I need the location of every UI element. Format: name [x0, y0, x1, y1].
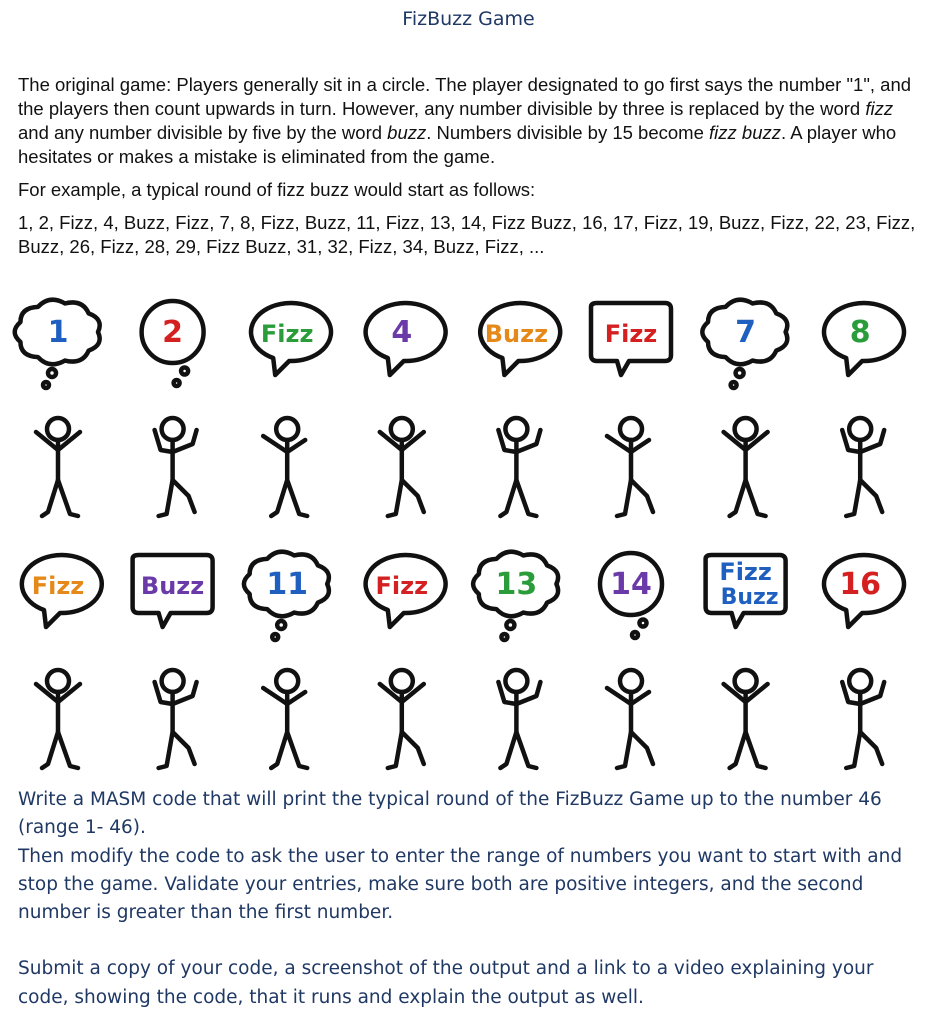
bubble-label: Fizz [31, 572, 85, 600]
bubble-label: 11 [266, 567, 309, 602]
page-title: FizBuzz Game [402, 8, 535, 30]
assignment-text [18, 786, 923, 1012]
figure-row-2-item-8 [824, 555, 904, 768]
intro-sequence: 1, 2, Fizz, 4, Buzz, Fizz, 7, 8, Fizz, Buzz, 11, Fizz, 13, 14, Fizz Buzz, 16, 17, Fizz, 19, Buzz, Fizz, 22, 23, Fizz, Buzz, 26, Fizz, 28, 29, Fizz Buzz, 31, 32, Fizz, 34, Buzz, Fizz, ... [18, 212, 916, 257]
intro-text [18, 73, 923, 268]
bubble-label: Fizz [260, 320, 314, 348]
illustration-svg [10, 290, 927, 780]
bubble-label-second-line: Buzz [720, 585, 779, 610]
bubble-label: Fizz [375, 572, 429, 600]
figure-row-1-item-4 [366, 303, 446, 516]
bubble-label: 16 [839, 567, 882, 602]
figure-row-2-item-6 [600, 553, 662, 768]
figure-row-2-item-5 [473, 552, 558, 768]
figure-row-2-item-7 [706, 555, 786, 768]
bubble-label: Buzz [140, 572, 205, 600]
task-paragraph-1: Write a MASM code that will print the typical round of the FizBuzz Game up to the number 46 (range 1- 46). [18, 789, 882, 839]
bubble-label: 14 [610, 567, 652, 602]
paragraph-gap [18, 927, 923, 955]
bubble-label: 13 [495, 567, 538, 602]
figure-row-2-item-4 [366, 555, 446, 768]
figure-row-1-item-7 [702, 300, 787, 516]
figure-row-2-item-3 [244, 552, 329, 768]
bubble-label: 2 [162, 315, 184, 350]
bubble-label: Fizz [719, 558, 772, 586]
bubble-label: 1 [47, 315, 69, 350]
bubble-label: Buzz [484, 320, 549, 348]
intro-paragraph-rules: The original game: Players generally sit in a circle. The player designated to go first says the number "1", and the players then count upwards in turn. However, any number divisible by three is replaced by the word fizz and any number divisible by five by the word buzz. Numbers divisible by 15 become fizz buzz. A player who hesitates or makes a mistake is eliminated from the game. [18, 74, 912, 167]
figure-row-1-item-2 [142, 301, 204, 516]
task-paragraph-3: Submit a copy of your code, a screenshot of the output and a link to a video explaining your code, showing the code, that it runs and explain the output as well. [18, 958, 874, 1008]
figure-row-1-item-3 [251, 303, 331, 516]
figure-row-1-item-1 [15, 300, 100, 516]
bubble-label: 8 [849, 315, 871, 350]
intro-paragraph-example: For example, a typical round of fizz buzz would start as follows: [18, 179, 536, 200]
figure-row-1-item-5 [480, 303, 560, 516]
bubble-label: Fizz [604, 320, 658, 348]
stick-figure-illustration [10, 290, 927, 780]
bubble-label: 7 [735, 315, 757, 350]
bubble-label: 4 [391, 315, 413, 350]
figure-row-2-item-2 [133, 555, 213, 768]
figure-row-1-item-6 [591, 303, 671, 516]
figure-row-2-item-1 [22, 555, 102, 768]
figure-row-1-item-8 [824, 303, 904, 516]
task-paragraph-2: Then modify the code to ask the user to enter the range of numbers you want to start with and stop the game. Validate your entries, make sure both are positive integers, and the second number is greater than the first number. [18, 845, 903, 924]
